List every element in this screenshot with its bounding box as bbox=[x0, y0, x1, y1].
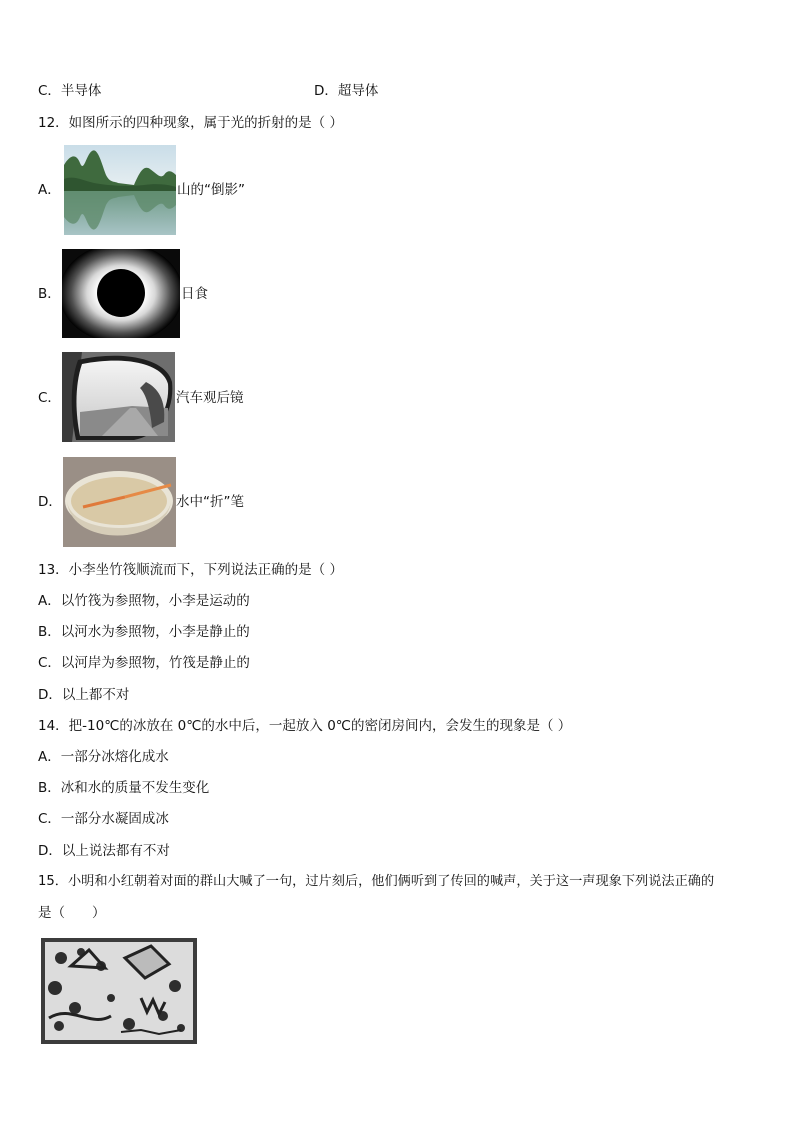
q12-option-d-label: D． bbox=[38, 494, 62, 510]
mountain-echo-sketch bbox=[41, 938, 197, 1044]
mountain-reflection-photo bbox=[64, 145, 176, 235]
q12-option-a-label: A． bbox=[38, 182, 61, 198]
q12-stem: 12．如图所示的四种现象，属于光的折射的是（ ） bbox=[38, 115, 343, 131]
q12-option-c-label: C． bbox=[38, 390, 61, 406]
q13-option-a: A．以竹筏为参照物，小李是运动的 bbox=[38, 593, 250, 609]
q11-option-d: D．超导体 bbox=[314, 83, 379, 99]
q12-option-d-caption: 水中“折”笔 bbox=[176, 494, 244, 510]
solar-eclipse-photo bbox=[62, 249, 180, 338]
q11-option-c: C．半导体 bbox=[38, 83, 102, 99]
q12-option-c-caption: 汽车观后镜 bbox=[176, 390, 244, 406]
q14-option-b: B．冰和水的质量不发生变化 bbox=[38, 780, 210, 796]
q12-option-b-label: B． bbox=[38, 286, 61, 302]
q14-stem: 14．把-10℃的冰放在 0℃的水中后，一起放入 0℃的密闭房间内，会发生的现象是（ ） bbox=[38, 718, 572, 734]
q13-option-c: C．以河岸为参照物，竹筏是静止的 bbox=[38, 655, 250, 671]
q15-stem-line2: 是（ ） bbox=[38, 905, 106, 921]
q13-stem: 13．小李坐竹筏顺流而下，下列说法正确的是（ ） bbox=[38, 562, 343, 578]
q15-stem-line1: 15．小明和小红朝着对面的群山大喊了一句，过片刻后，他们俩听到了传回的喊声，关于这一声现象下列说法正确的 bbox=[38, 874, 715, 889]
pencil-in-bowl-photo bbox=[63, 457, 176, 547]
q14-option-d: D．以上说法都有不对 bbox=[38, 843, 170, 859]
q13-option-b: B．以河水为参照物，小李是静止的 bbox=[38, 624, 250, 640]
q14-option-a: A．一部分冰熔化成水 bbox=[38, 749, 169, 765]
q12-option-b-caption: 日食 bbox=[181, 286, 208, 302]
q12-option-a-caption: 山的“倒影” bbox=[177, 182, 245, 198]
q13-option-d: D．以上都不对 bbox=[38, 687, 130, 703]
car-mirror-photo bbox=[62, 352, 175, 442]
q14-option-c: C．一部分水凝固成冰 bbox=[38, 811, 169, 827]
